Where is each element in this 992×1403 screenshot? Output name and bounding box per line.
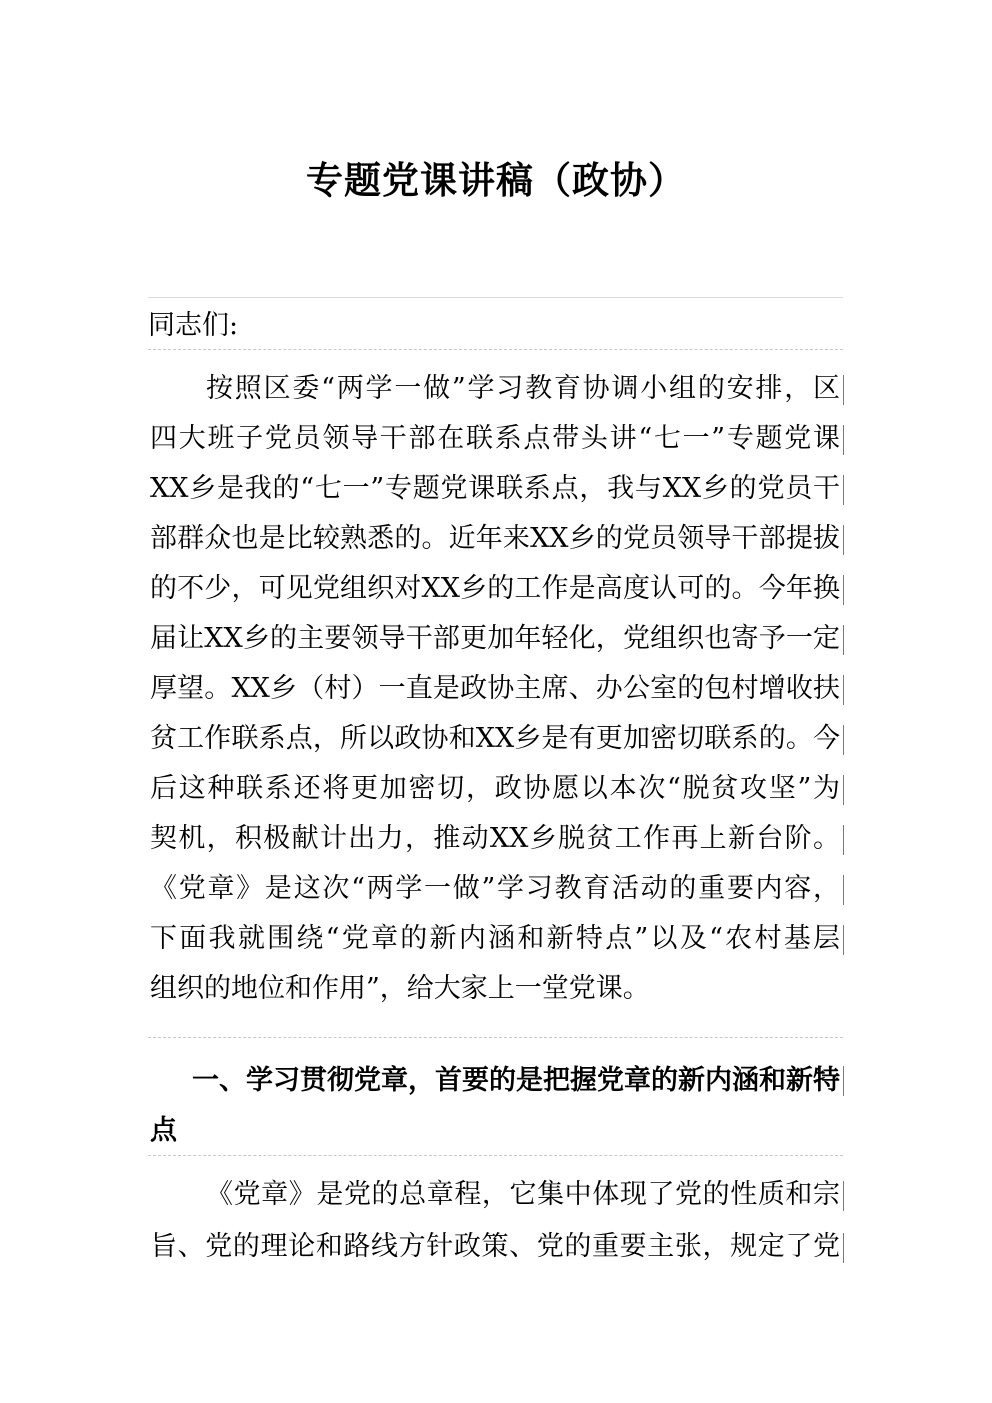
margin-marker — [843, 775, 844, 805]
document-title: 专题党课讲稿（政协） — [306, 158, 686, 202]
margin-marker — [843, 875, 844, 905]
paragraph-divider — [148, 297, 843, 298]
margin-marker — [843, 625, 844, 655]
paragraph-line: 四大班子党员领导干部在联系点带头讲“七一”专题党课 — [150, 423, 840, 454]
greeting-text: 同志们: — [148, 310, 239, 341]
paragraph-line: 贫工作联系点，所以政协和XX乡是有更加密切联系的。今 — [150, 723, 840, 754]
margin-marker — [843, 375, 844, 405]
paragraph-line: 《党章》是这次“两学一做”学习教育活动的重要内容， — [150, 873, 840, 904]
paragraph-line: 部群众也是比较熟悉的。近年来XX乡的党员领导干部提拔 — [150, 523, 840, 554]
paragraph-line: 组织的地位和作用”，给大家上一堂党课。 — [150, 973, 650, 1004]
paragraph-line: 旨、党的理论和路线方针政策、党的重要主张，规定了党 — [150, 1231, 840, 1262]
margin-marker — [843, 725, 844, 755]
heading-line: 一、学习贯彻党章，首要的是把握党章的新内涵和新特 — [192, 1065, 840, 1096]
paragraph-line: 按照区委“两学一做”学习教育协调小组的安排，区 — [206, 373, 840, 404]
paragraph-line: 后这种联系还将更加密切，政协愿以本次“脱贫攻坚”为 — [150, 773, 840, 804]
paragraph-line: 的不少，可见党组织对XX乡的工作是高度认可的。今年换 — [150, 573, 840, 604]
margin-marker — [843, 1181, 844, 1211]
paragraph-line: 下面我就围绕“党章的新内涵和新特点”以及“农村基层 — [150, 923, 840, 954]
margin-marker — [843, 425, 844, 455]
margin-marker — [843, 825, 844, 855]
paragraph-line: 契机，积极献计出力，推动XX乡脱贫工作再上新台阶。 — [150, 823, 840, 854]
heading-line: 点 — [150, 1115, 177, 1146]
paragraph-divider — [148, 1037, 843, 1038]
paragraph-line: 《党章》是党的总章程，它集中体现了党的性质和宗 — [206, 1179, 840, 1210]
margin-marker — [843, 1233, 844, 1263]
paragraph-divider — [148, 349, 843, 350]
margin-marker — [843, 525, 844, 555]
margin-marker — [843, 675, 844, 705]
margin-marker — [843, 575, 844, 605]
paragraph-line: 届让XX乡的主要领导干部更加年轻化，党组织也寄予一定 — [150, 623, 840, 654]
margin-marker — [843, 925, 844, 955]
paragraph-line: XX乡是我的“七一”专题党课联系点，我与XX乡的党员干 — [150, 473, 840, 504]
paragraph-divider — [148, 1155, 843, 1156]
margin-marker — [843, 475, 844, 505]
margin-marker — [843, 1066, 844, 1096]
paragraph-line: 厚望。XX乡（村）一直是政协主席、办公室的包村增收扶 — [150, 673, 840, 704]
